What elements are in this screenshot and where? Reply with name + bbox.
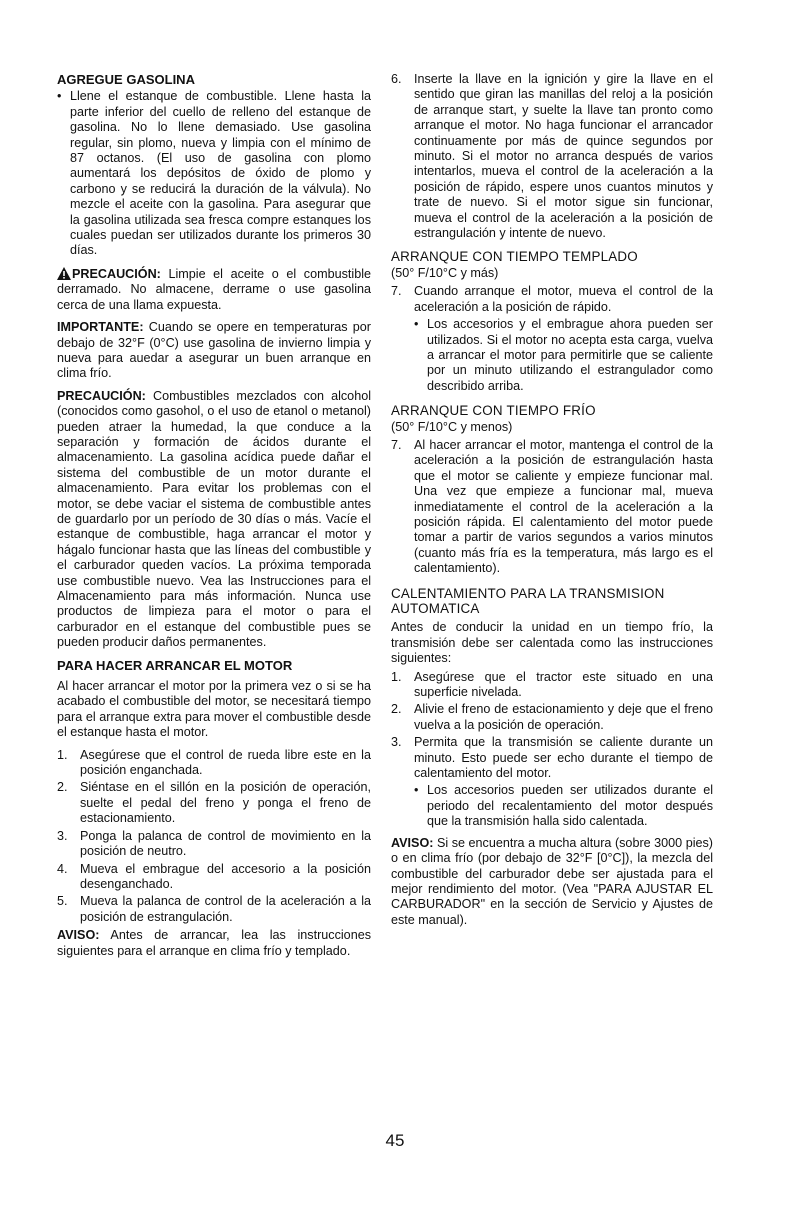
- start-heading: PARA HACER ARRANCAR EL MOTOR: [57, 657, 293, 673]
- warm-step-7: 7. Cuando arranque el motor, mueva el control de la aceleración a la posición de rápido.: [391, 284, 713, 314]
- bullet-dot: •: [414, 317, 419, 332]
- notice-label-left: AVISO:: [57, 928, 100, 943]
- gas-bullet: [57, 89, 371, 258]
- start-steps-list: [57, 748, 371, 925]
- list-item: 1. Asegúrese que el tractor este situado en una superficie nivelada.: [391, 669, 713, 700]
- page-number: 45: [385, 1131, 405, 1150]
- bullet-dot: •: [414, 783, 419, 798]
- caution-paragraph-1: [57, 267, 371, 313]
- notice-paragraph-left: [57, 928, 371, 959]
- list-item: 3. Ponga la palanca de control de movimiento en la posición de neutro.: [57, 828, 371, 859]
- step-6: 6. Inserte la llave en la ignición y gire la llave en el sentido que giran las manillas del reloj a la posición de arranque start, y suelte la llave tan pronto como arranque el motor. No haga funcionar el arrancador continuamente por más de quince segundos por minuto. Si el motor no arranca después de varios intentarlos, mueva el control de la aceleración a la posición de rápido, espere unos cuantos minutos y trate de nuevo. Si el motor sigue sin funcionar, mueva el control de la aceleración a la posición de estrangulación y intente de nuevo.: [391, 72, 713, 241]
- cold-step-7: 7. Al hacer arrancar el motor, mantenga el control de la aceleración a la posición de estrangulación hasta que el motor se caliente y empieze funcionar mal. Una vez que empieze a funcionar mal, mueva inmediatamente el control de la aceleración a la posición rápida. El calentamiento del motor puede tomar a partir de varios segundos a varios minutos (cuanto más fría es la temperatura, más largo es el calentamiento).: [391, 437, 713, 576]
- caution-paragraph-2: [57, 389, 371, 651]
- notice-label-right: AVISO:: [391, 835, 434, 850]
- important-label: IMPORTANTE:: [57, 320, 144, 335]
- notice-paragraph-right: [391, 836, 713, 928]
- notice-text-left: Antes de arrancar, lea las instrucciones siguientes para el arranque en clima frío y templado.: [57, 928, 371, 958]
- important-paragraph: [57, 320, 371, 382]
- gas-bullet-text: Llene el estanque de combustible. Llene hasta la parte inferior del cuello de relleno del estanque de gasolina. No lo llene demasiado. Use gasolina regular, sin plomo, nueva y limpia con el mínimo de 87 octanos. (El uso de gasolina con plomo aumentará los depósitos de óxido de plomo y carbono y se reducirá la duración de la válvula). No mezcle el aceite con la gasolina. Para asegurar que la gasolina utilizada sea fresca compre estanques los cuales puedan ser utilizados durante los primeros 30 días.: [70, 89, 371, 258]
- cold-start-heading: ARRANQUE CON TIEMPO FRÍO: [391, 403, 596, 419]
- transmission-intro: Antes de conducir la unidad en un tiempo frío, la transmisión debe ser calentada como las instrucciones siguientes:: [391, 620, 713, 666]
- gas-heading: AGREGUE GASOLINA: [57, 72, 195, 87]
- left-column: [57, 72, 371, 966]
- right-column: [391, 72, 713, 935]
- bullet-dot: •: [57, 89, 62, 104]
- start-intro: Al hacer arrancar el motor por la primera vez o si se ha acabado el combustible del motor, se necesitará tiempo para el arranque extra para mover el combustible desde el estanque hasta el motor.: [57, 679, 371, 740]
- list-item: 2. Siéntase en el sillón en la posición de operación, suelte el pedal del freno y ponga el freno de estacionamiento.: [57, 780, 371, 826]
- transmission-heading: CALENTAMIENTO PARA LA TRANSMISION AUTOMATICA: [391, 585, 665, 616]
- warm-bullet: • Los accesorios y el embrague ahora pueden ser utilizados. Si el motor no acepta esta carga, vuelva a arrancar el motor para permitirle que se caliente por un minuto utilizando el estrangulador como describido arriba.: [414, 317, 713, 393]
- caution-label-2: PRECAUCIÓN:: [57, 388, 146, 403]
- notice-text-right: Si se encuentra a mucha altura (sobre 3000 pies) o en clima frío (por debajo de 32°F [0°C]), la mezcla del combustible del carburador debe ser ajustada para el mejor rendimiento del motor. (Vea "PARA AJUSTAR EL CARBURADOR" en la sección de Servicio y Ajustes de este manual).: [391, 835, 713, 927]
- caution-text-1: Limpie el aceite o el combustible derramado. No almacene, derrame o use gasolina cerca de una llama expuesta.: [57, 266, 371, 312]
- warm-start-temp: (50° F/10°C y más): [391, 265, 499, 280]
- caution-label-1: PRECAUCIÓN:: [72, 266, 161, 281]
- list-item: 2. Alivie el freno de estacionamiento y deje que el freno vuelva a la posición de operación.: [391, 702, 713, 732]
- list-item: 1. Asegúrese que el control de rueda libre este en la posición enganchada.: [57, 747, 371, 778]
- warm-start-heading: ARRANQUE CON TIEMPO TEMPLADO: [391, 249, 638, 265]
- list-item: 5. Mueva la palanca de control de la aceleración a la posición de estrangulación.: [57, 894, 371, 924]
- list-item: 3. Permita que la transmisión se caliente durante un minuto. Esto puede ser echo durante el tiempo de calentamiento del motor.: [391, 735, 713, 781]
- list-item: 4. Mueva el embrague del accesorio a la posición desenganchado.: [57, 861, 371, 891]
- important-text: Cuando se opere en temperaturas por debajo de 32°F (0°C) use gasolina de invierno limpia y nueva para auedar a asegurar un buen arranque en clima frío.: [57, 320, 372, 381]
- caution-text-2: Combustibles mezclados con alcohol (conocidos como gasohol, o el uso de etanol o metanol) pueden atraer la humedad, la que conduce a la separación y formación de ácidos durante el almacenamiento. La gasolina acídica puede dañar el sistema del combustible de un motor durante el almacenamiento. Para evitar los problemas con el motor, se debe vaciar el sistema de combustible antes de guardarlo por un período de 30 días o más. Vacíe el estanque de combustible, haga arrancar el motor y hágalo funcionar hasta que las líneas del combustible y el carburador queden vacíos. La próxima temporada use combustible nuevo. Vea las Instrucciones para el Almacenamiento para más información. Nunca use productos de limpieza para el motor o para el carburador en el estanque del combustible pues se pueden producir daños permanentes.: [57, 388, 371, 650]
- warning-triangle-icon: [57, 267, 71, 280]
- transmission-bullet: • Los accesorios pueden ser utilizados durante el periodo del recalentamiento del motor después que la transmisión halla sido calentada.: [414, 783, 713, 829]
- transmission-steps-list: [391, 670, 713, 782]
- cold-start-temp: (50° F/10°C y menos): [391, 419, 513, 434]
